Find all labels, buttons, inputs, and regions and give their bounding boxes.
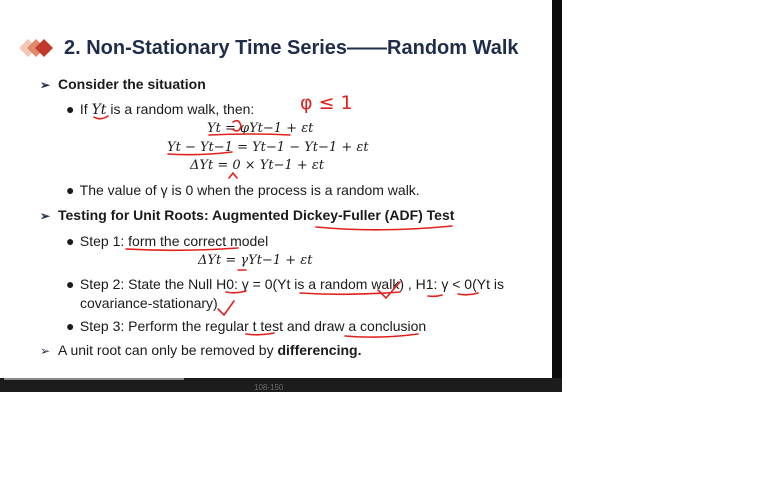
ink-circle-phi (232, 121, 241, 131)
ink-underline-testing (316, 226, 452, 230)
ink-underline-t-test (246, 333, 274, 335)
ink-underline-eq1 (209, 134, 290, 135)
ink-underline-eq2-left (168, 152, 232, 155)
ink-underline-yt (94, 116, 108, 119)
equation-4: ΔYt = γYt−1 + εt (198, 253, 313, 268)
bullet-step1: ● Step 1: form the correct model (66, 233, 269, 249)
ink-underline-step1 (126, 248, 238, 250)
bullet-testing: ➢ Testing for Unit Roots: Augmented Dickey-Fuller (ADF) Test (40, 207, 455, 223)
bullet-step2: ● Step 2: State the Null H0: γ = 0(Yt is a random walk) , H1: γ < 0(Yt is (66, 276, 504, 292)
arrow-bullet-icon: ➢ (40, 344, 51, 358)
bullet-if-random-walk: ● If Yt is a random walk, then: (66, 101, 255, 118)
ink-underline-h1 (428, 295, 442, 296)
equation-2: Yt − Yt−1 = Yt−1 − Yt−1 + εt (167, 140, 369, 155)
ink-check-1 (378, 282, 400, 298)
bullet-step2-continued: covariance-stationary) (80, 295, 218, 311)
arrow-bullet-icon: ➢ (40, 78, 51, 92)
handwritten-annotation: φ ≤ 1 (300, 92, 353, 114)
ink-underline-h0 (226, 291, 246, 293)
ink-mark-zero (229, 173, 237, 178)
bullet-step3: ● Step 3: Perform the regular t test and draw a conclusion (66, 318, 427, 334)
slide-title: 2. Non-Stationary Time Series——Random Walk (64, 36, 519, 59)
ink-underline-random-walk (300, 292, 400, 294)
dot-bullet-icon: ● (66, 276, 75, 292)
page-number: 108-150 (254, 383, 284, 392)
ink-check-2 (218, 301, 234, 315)
equation-3: ΔYt = 0 × Yt−1 + εt (190, 158, 325, 173)
arrow-bullet-icon: ➢ (40, 209, 51, 223)
dot-bullet-icon: ● (66, 182, 75, 198)
ink-underline-conclusion (345, 334, 418, 337)
bullet-consider: ➢ Consider the situation (40, 76, 206, 92)
bullet-gamma-note: ● The value of γ is 0 when the process is a random walk. (66, 182, 420, 198)
dot-bullet-icon: ● (66, 101, 75, 117)
ink-underline-gamma (458, 293, 478, 295)
equation-1: Yt = φYt−1 + εt (207, 121, 314, 136)
bullet-unit-root: ➢ A unit root can only be removed by differencing. (40, 342, 362, 358)
dot-bullet-icon: ● (66, 318, 75, 334)
dot-bullet-icon: ● (66, 233, 75, 249)
